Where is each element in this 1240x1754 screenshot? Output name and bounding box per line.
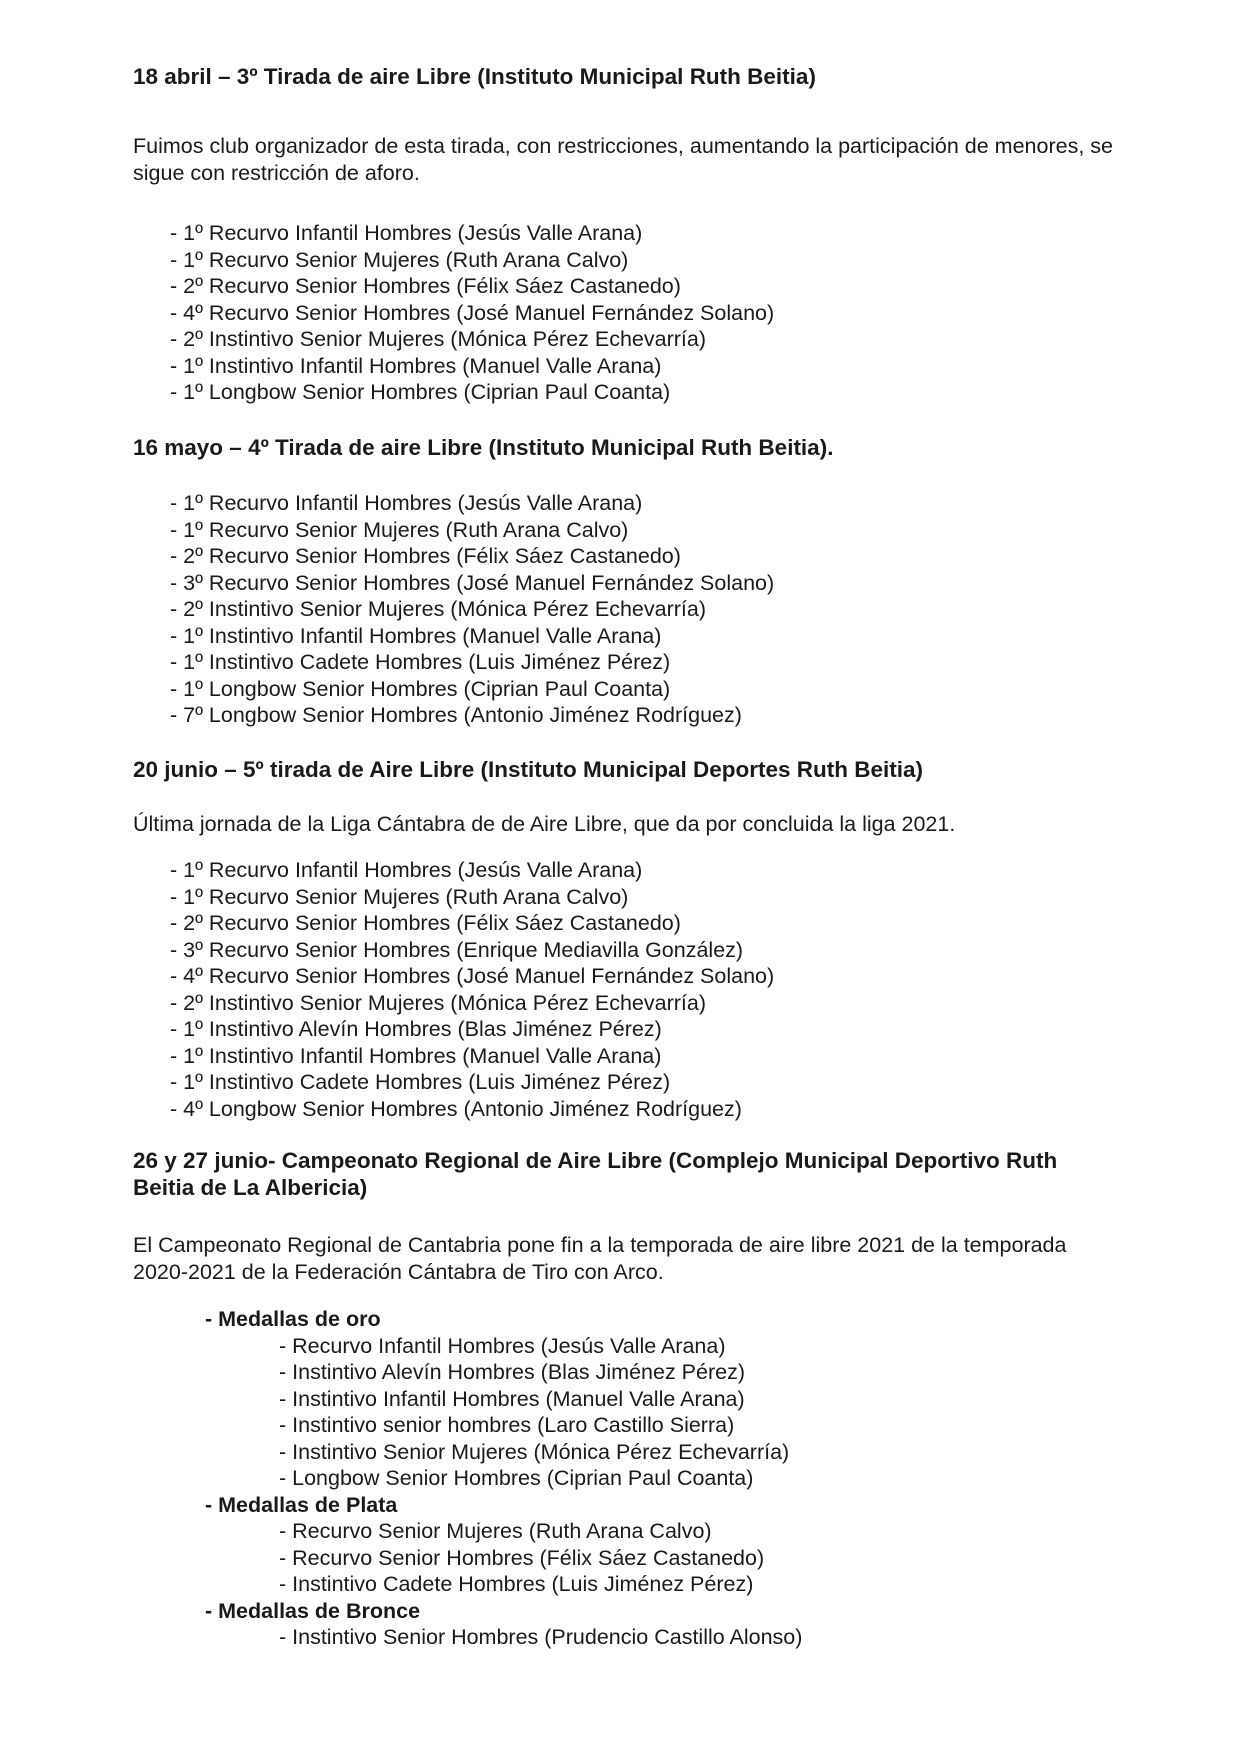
list-item: - 1º Instintivo Cadete Hombres (Luis Jiménez Pérez) xyxy=(170,650,671,674)
bronze-medals-list xyxy=(205,1624,802,1651)
list-item: - Recurvo Senior Mujeres (Ruth Arana Calvo) xyxy=(279,1519,712,1543)
medal-list xyxy=(205,1306,802,1651)
list-item: - Instintivo Senior Hombres (Prudencio Castillo Alonso) xyxy=(279,1625,803,1649)
list-item: - 3º Recurvo Senior Hombres (Enrique Mediavilla González) xyxy=(170,937,744,962)
section-intro-3rd-tirada: Fuimos club organizador de esta tirada, con restricciones, aumentando la participación de menores, se sigue con restricción de aforo. xyxy=(133,134,1113,185)
results-list-3rd-tirada xyxy=(170,220,774,406)
list-item: - 1º Recurvo Infantil Hombres (Jesús Valle Arana) xyxy=(170,491,643,515)
section-heading-4th-tirada: 16 mayo – 4º Tirada de aire Libre (Instituto Municipal Ruth Beitia). xyxy=(133,435,834,460)
list-item: - 1º Instintivo Infantil Hombres (Manuel Valle Arana) xyxy=(170,623,662,648)
list-item: - 1º Longbow Senior Hombres (Ciprian Paul Coanta) xyxy=(170,380,671,404)
section-intro-5th-tirada: Última jornada de la Liga Cántabra de de Aire Libre, que da por concluida la liga 2021. xyxy=(133,812,956,836)
list-item: - Instintivo Infantil Hombres (Manuel Valle Arana) xyxy=(279,1386,745,1411)
section-intro-regional-championship: El Campeonato Regional de Cantabria pone fin a la temporada de aire libre 2021 de la temporada 2020-2021 de la Federación Cántabra de Tiro con Arco. xyxy=(133,1233,1067,1284)
list-item: - Recurvo Infantil Hombres (Jesús Valle Arana) xyxy=(279,1333,726,1358)
section-heading-5th-tirada: 20 junio – 5º tirada de Aire Libre (Instituto Municipal Deportes Ruth Beitia) xyxy=(133,757,923,782)
list-item: - 1º Recurvo Senior Mujeres (Ruth Arana Calvo) xyxy=(170,517,629,542)
list-item: - 4º Longbow Senior Hombres (Antonio Jiménez Rodríguez) xyxy=(170,1096,742,1121)
list-item: - Longbow Senior Hombres (Ciprian Paul Coanta) xyxy=(279,1466,754,1490)
list-item: - 2º Instintivo Senior Mujeres (Mónica Pérez Echevarría) xyxy=(170,327,706,351)
list-item: - 4º Recurvo Senior Hombres (José Manuel Fernández Solano) xyxy=(170,964,775,988)
list-item: - 1º Recurvo Infantil Hombres (Jesús Valle Arana) xyxy=(170,858,643,882)
list-item: - Instintivo Senior Mujeres (Mónica Pérez Echevarría) xyxy=(279,1439,790,1464)
section-heading-regional-championship: 26 y 27 junio- Campeonato Regional de Aire Libre (Complejo Municipal Deportivo Ruth Beitia de La Albericia) xyxy=(133,1148,1058,1200)
list-item: - Instintivo Alevín Hombres (Blas Jiménez Pérez) xyxy=(279,1360,745,1384)
list-item: - 1º Instintivo Alevín Hombres (Blas Jiménez Pérez) xyxy=(170,1017,662,1041)
section-heading-3rd-tirada: 18 abril – 3º Tirada de aire Libre (Instituto Municipal Ruth Beitia) xyxy=(133,64,816,89)
list-item: - 1º Instintivo Cadete Hombres (Luis Jiménez Pérez) xyxy=(170,1070,671,1094)
list-item: - 1º Recurvo Senior Mujeres (Ruth Arana Calvo) xyxy=(170,884,629,909)
list-item: - Instintivo Cadete Hombres (Luis Jiménez Pérez) xyxy=(279,1572,754,1596)
list-item: - 2º Recurvo Senior Hombres (Félix Sáez Castanedo) xyxy=(170,274,681,298)
list-item: - 1º Recurvo Infantil Hombres (Jesús Valle Arana) xyxy=(170,221,643,245)
list-item: - 2º Recurvo Senior Hombres (Félix Sáez Castanedo) xyxy=(170,911,681,935)
bronze-medals-title: - Medallas de Bronce xyxy=(205,1598,421,1623)
list-item: - 3º Recurvo Senior Hombres (José Manuel Fernández Solano) xyxy=(170,570,775,595)
results-list-4th-tirada xyxy=(170,490,774,729)
list-item: - 1º Instintivo Infantil Hombres (Manuel Valle Arana) xyxy=(170,1043,662,1068)
list-item: - 1º Instintivo Infantil Hombres (Manuel Valle Arana) xyxy=(170,353,662,378)
results-list-5th-tirada xyxy=(170,857,774,1122)
list-item: - Recurvo Senior Hombres (Félix Sáez Castanedo) xyxy=(279,1545,765,1570)
gold-medals-list xyxy=(205,1333,802,1492)
list-item: - Instintivo senior hombres (Laro Castillo Sierra) xyxy=(279,1413,735,1437)
list-item: - 4º Recurvo Senior Hombres (José Manuel Fernández Solano) xyxy=(170,300,775,325)
silver-medals-list xyxy=(205,1518,802,1598)
gold-medals-title: - Medallas de oro xyxy=(205,1307,381,1331)
silver-medals-title: - Medallas de Plata xyxy=(205,1492,398,1517)
list-item: - 2º Instintivo Senior Mujeres (Mónica Pérez Echevarría) xyxy=(170,990,706,1015)
list-item: - 1º Longbow Senior Hombres (Ciprian Paul Coanta) xyxy=(170,676,671,701)
list-item: - 1º Recurvo Senior Mujeres (Ruth Arana Calvo) xyxy=(170,247,629,272)
list-item: - 2º Instintivo Senior Mujeres (Mónica Pérez Echevarría) xyxy=(170,597,706,621)
list-item: - 2º Recurvo Senior Hombres (Félix Sáez Castanedo) xyxy=(170,544,681,568)
list-item: - 7º Longbow Senior Hombres (Antonio Jiménez Rodríguez) xyxy=(170,703,742,727)
